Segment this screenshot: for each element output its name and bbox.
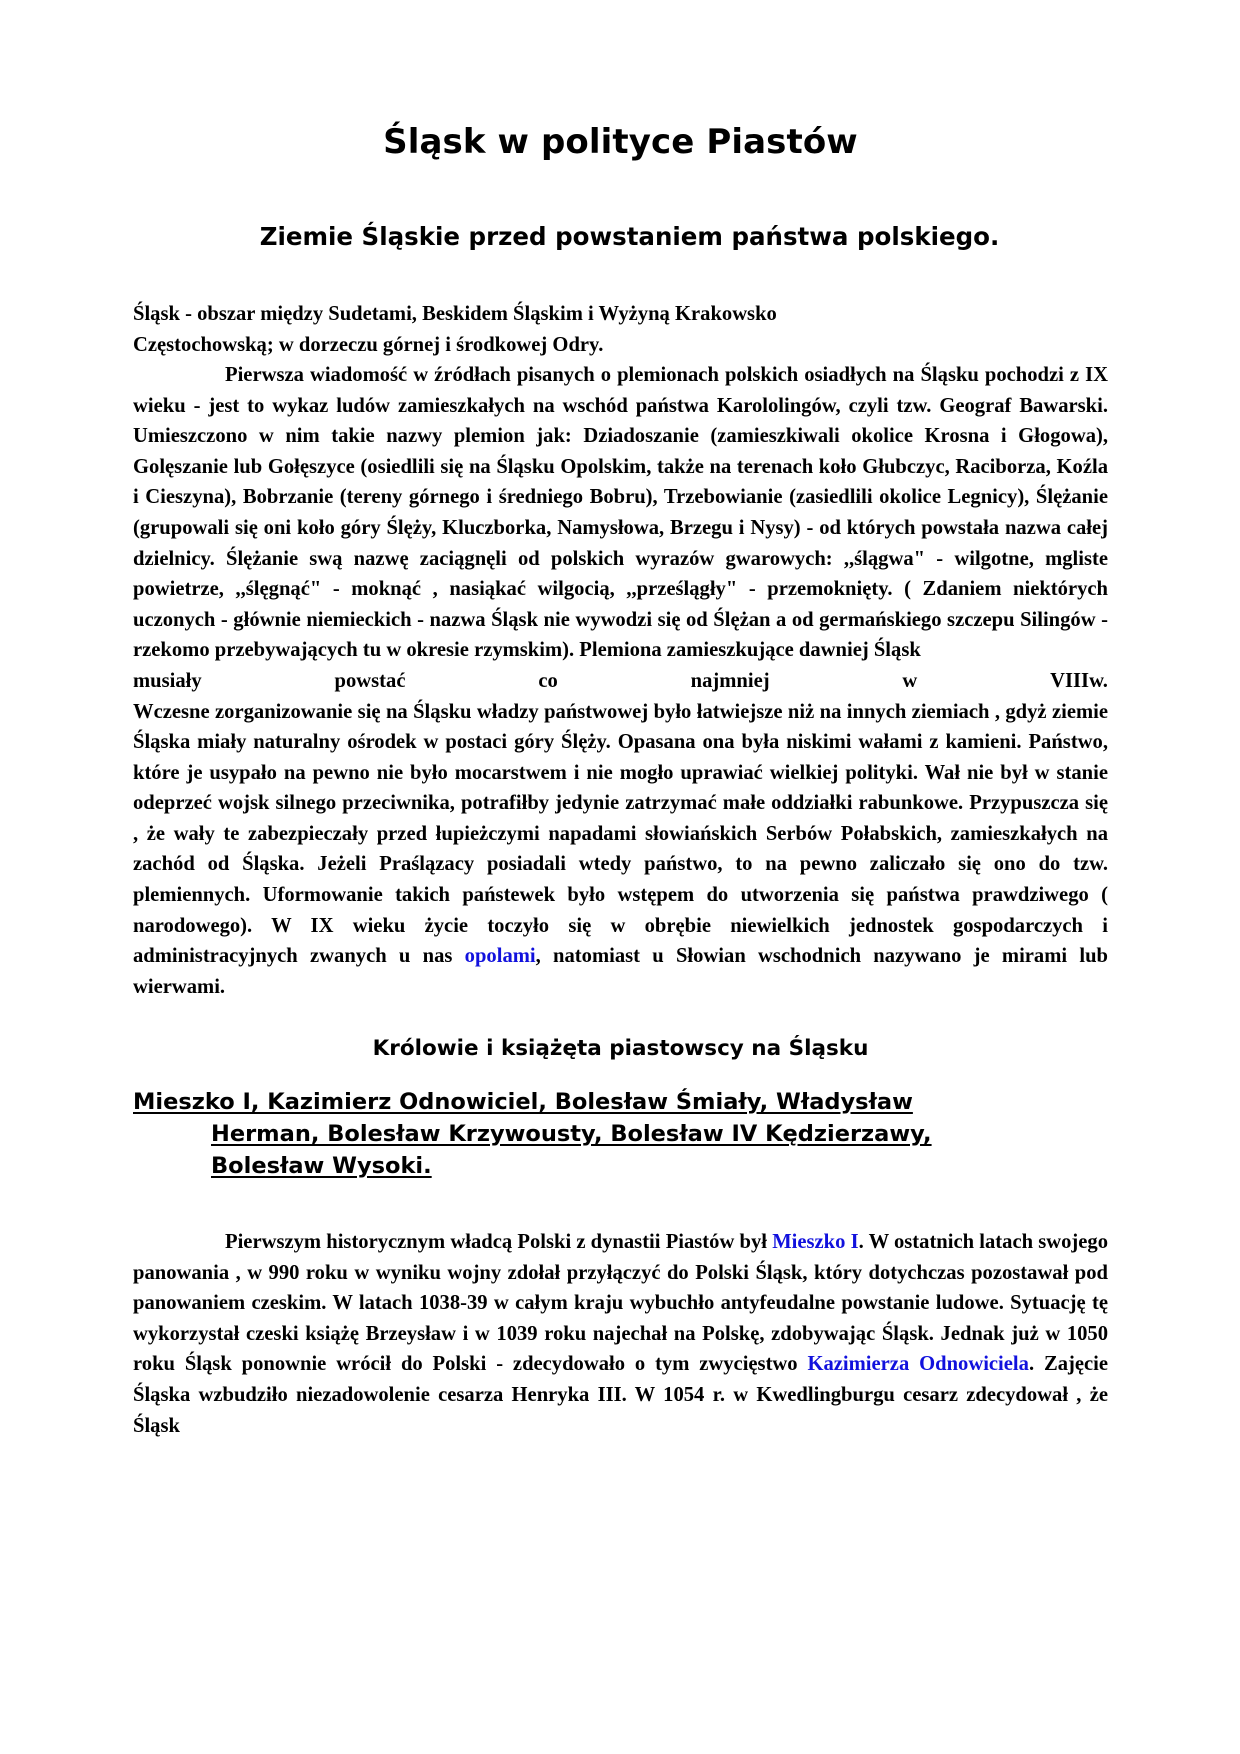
rulers-list-heading bbox=[133, 1061, 1108, 1183]
spaced-word: co bbox=[538, 669, 558, 692]
section-heading-ziemie-slaskie: Ziemie Śląskie przed powstaniem państwa polskiego. bbox=[259, 222, 1000, 251]
section-heading-krolowie: Królowie i książęta piastowscy na Śląsku bbox=[372, 1036, 869, 1062]
lead-paragraph bbox=[133, 251, 1108, 360]
spaced-word: w bbox=[902, 669, 918, 692]
paragraph-origins-part-b bbox=[133, 697, 1108, 1003]
paragraph-mieszko bbox=[133, 1183, 1108, 1441]
rulers-line-1-text: Mieszko I, Kazimierz Odnowiciel, Bolesław Śmiały, Władysław bbox=[133, 1089, 913, 1116]
document-content-column bbox=[133, 0, 1108, 1441]
lead-line-2: Częstochowską; w dorzeczu górnej i środkowej Odry. bbox=[133, 333, 604, 356]
rulers-line-3-text: Bolesław Wysoki. bbox=[211, 1153, 432, 1180]
link-opolami[interactable]: opolami bbox=[464, 945, 536, 968]
spaced-word: najmniej bbox=[690, 669, 770, 692]
rulers-line-2-text: Herman, Bolesław Krzywousty, Bolesław IV Kędzierzawy, bbox=[211, 1121, 932, 1148]
paragraph-origins-spaced-line bbox=[133, 666, 1108, 697]
rulers-line-1 bbox=[133, 1087, 1108, 1119]
lead-line-1: Śląsk - obszar między Sudetami, Beskidem Śląskim i Wyżyną Krakowsko bbox=[133, 303, 777, 325]
rulers-line-2 bbox=[133, 1119, 1108, 1151]
link-kazimierz-odnowiciel[interactable]: Kazimierza Odnowiciela bbox=[807, 1353, 1029, 1376]
spaced-word: VIIIw. bbox=[1050, 669, 1108, 692]
paragraph-origins-body-text: Wczesne zorganizowanie się na Śląsku władzy państwowej było łatwiejsze niż na innych ziemiach , gdyż ziemie Śląska miały naturalny ośrodek w postaci góry Ślęży. Opasana ona była niskimi wałami z kamieni. Państwo, które je usypało na pewno nie było mocarstwem i nie mogło uprawiać wielkiej polityki. Wał nie był w stanie odeprzeć wojsk silnego przeciwnika, potrafiłby jedynie zatrzymać małe oddziałki rabunkowe. Przypuszcza się , że wały te zabezpieczały przed łupieżczymi napadami słowiańskich Serbów Połabskich, zamieszkałych na zachód od Śląska. Jeżeli Praślązacy posiadali wtedy państwo, to na pewno zaliczało się ono do tzw. plemiennych. Uformowanie takich państewek było wstępem do utworzenia się państwa prawdziwego ( narodowego). W IX wieku życie toczyło się w obrębie niewielkich jednostek gospodarczych i administracyjnych zwanych u nas bbox=[133, 700, 1108, 968]
rulers-line-3 bbox=[133, 1151, 1108, 1183]
spaced-word: powstać bbox=[334, 669, 406, 692]
spaced-word: musiały bbox=[133, 669, 202, 692]
link-mieszko-i[interactable]: Mieszko I bbox=[772, 1231, 859, 1254]
paragraph-origins-part-a: Pierwsza wiadomość w źródłach pisanych o plemionach polskich osiadłych na Śląsku pochodzi z IX wieku - jest to wykaz ludów zamieszkałych na wschód państwa Karololingów, czyli tzw. Geograf Bawarski. Umieszczono w nim takie nazwy plemion jak: Dziadoszanie (zamieszkiwali okolice Krosna i Głogowa), Golęszanie lub Gołęszyce (osiedlili się na Śląsku Opolskim, także na terenach koło Głubczyc, Raciborza, Koźla i Cieszyna), Bobrzanie (tereny górnego i średniego Bobru), Trzebowianie (zasiedlili okolice Legnicy), Ślężanie (grupowali się oni koło góry Ślęży, Kluczborka, Namysłowa, Brzegu i Nysy) - od których powstała nazwa całej dzielnicy. Ślężanie swą nazwę zaciągnęli od polskich wyrazów gwarowych: ,,ślągwa" - wilgotne, mgliste powietrze, ,,ślęgnąć" - moknąć , nasiąkać wilgocią, ,,prześlągły" - przemoknięty. ( Zdaniem niektórych uczonych - głównie niemieckich - nazwa Śląsk nie wywodzi się od Ślężan a od germańskiego szczepu Silingów - rzekomo przebywających tu w okresie rzymskim). Plemiona zamieszkujące dawniej Śląsk bbox=[133, 364, 1108, 662]
page-title: Śląsk w polityce Piastów bbox=[383, 122, 858, 162]
paragraph-mieszko-text-a: Pierwszym historycznym władcą Polski z dynastii Piastów był bbox=[225, 1231, 773, 1254]
paragraph-origins-tail-text: , natomiast u Słowian wschodnich nazywano je mirami lub wierwami. bbox=[133, 945, 1108, 998]
paragraph-mieszko-text-c: . Zajęcie Śląska wzbudziło niezadowolenie cesarza Henryka III. W 1054 r. w Kwedlingburgu cesarz zdecydował , że Śląsk bbox=[133, 1353, 1108, 1437]
paragraph-mieszko-text-b: . W ostatnich latach swojego panowania , w 990 roku w wyniku wojny zdołał przyłączyć do Polski Śląsk, który dotychczas pozostawał pod panowaniem czeskim. W latach 1038-39 w całym kraju wybuchło antyfeudalne powstanie ludowe. Sytuację tę wykorzystał czeski książę Brzeysław i w 1039 roku najechał na Polskę, zdobywając Śląsk. Jednak już w 1050 roku Śląsk ponownie wrócił do Polski - zdecydowało o tym zwycięstwo bbox=[133, 1231, 1108, 1376]
